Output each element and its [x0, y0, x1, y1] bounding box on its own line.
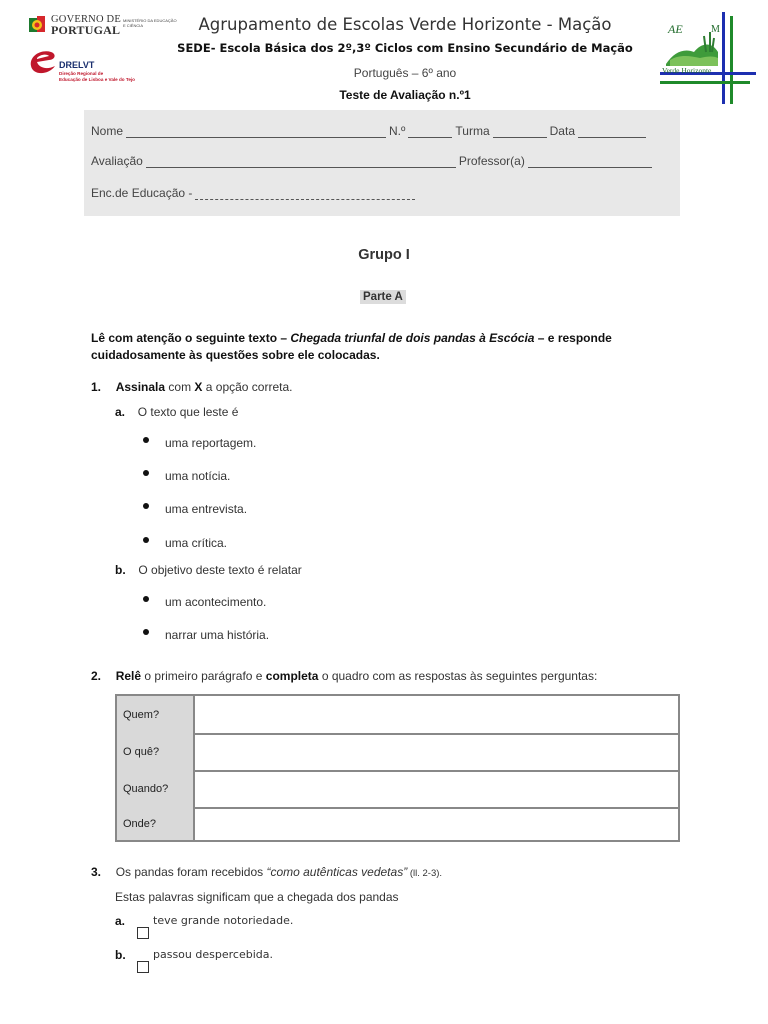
ministry-line1: MINISTÉRIO DA EDUCAÇÃO	[123, 18, 177, 23]
q1-text-1: com	[165, 380, 195, 394]
ministry-line2: E CIÊNCIA	[123, 23, 144, 28]
row-label-quando: Quando?	[117, 770, 193, 807]
question-3-number: 3.	[91, 865, 102, 879]
q1b-option-1[interactable]: um acontecimento.	[165, 595, 267, 609]
label-avaliacao: Avaliação	[91, 154, 143, 168]
q3b-text: passou despercebida.	[153, 948, 273, 961]
q3-line-2: Estas palavras significam que a chegada dos pandas	[115, 890, 399, 904]
q1a-option-1[interactable]: uma reportagem.	[165, 436, 257, 450]
group-title: Grupo I	[358, 247, 410, 263]
ministry-name	[123, 18, 177, 28]
q3a-text: teve grande notoriedade.	[153, 914, 294, 927]
q3-text-1: Os pandas foram recebidos	[115, 865, 267, 879]
table-row	[117, 696, 678, 735]
bullet-icon	[143, 537, 149, 543]
q3b-checkbox[interactable]	[137, 961, 149, 973]
field-numero[interactable]	[408, 125, 452, 138]
drelvt-logo	[27, 48, 167, 88]
field-professor[interactable]	[528, 155, 652, 168]
q2-text-2: o quadro com as respostas às seguintes perguntas:	[318, 669, 598, 683]
info-row-3	[91, 186, 418, 200]
row-label-quem: Quem?	[117, 696, 193, 733]
table-row	[117, 807, 678, 840]
drelvt-sub2: Educação de Lisboa e Vale do Tejo	[59, 76, 135, 82]
q2-text-1: o primeiro parágrafo e	[141, 669, 266, 683]
label-data: Data	[549, 124, 575, 138]
q1b-option-2[interactable]: narrar uma história.	[165, 628, 270, 642]
q1-subquestion-a	[115, 405, 238, 419]
bullet-icon	[143, 629, 149, 635]
school-title: Agrupamento de Escolas Verde Horizonte - Mação	[198, 15, 612, 34]
ae-letter-m: M	[711, 24, 720, 35]
ae-logo-text: Verde Horizonte	[662, 66, 712, 75]
governo-portugal-logo	[27, 14, 187, 38]
q3b-label: b.	[115, 948, 126, 962]
q1a-label: a.	[115, 405, 126, 419]
drelvt-name: DRELVT	[59, 60, 95, 70]
info-row-2	[91, 154, 652, 168]
gov-line1: GOVERNO DE	[51, 14, 121, 25]
q3a-checkbox[interactable]	[137, 927, 149, 939]
ae-letters: AE	[668, 22, 683, 36]
label-enc-educacao: Enc.de Educação -	[91, 186, 193, 200]
q1a-option-4[interactable]: uma crítica.	[165, 536, 228, 550]
intro-text-2: – e responde cuidadosamente às questões sobre ele colocadas.	[91, 331, 612, 362]
q1-x-mark: X	[194, 380, 203, 394]
q1-bold-verb: Assinala	[115, 380, 166, 394]
table-row	[117, 770, 678, 809]
school-subtitle: SEDE- Escola Básica dos 2º,3º Ciclos com Ensino Secundário de Mação	[177, 41, 633, 55]
student-info-box	[84, 110, 680, 216]
part-title: Parte A	[360, 290, 406, 304]
table-row	[117, 733, 678, 772]
drelvt-sub1: Direção Regional de	[59, 71, 104, 76]
field-enc-educacao[interactable]	[195, 187, 415, 200]
row-label-onde: Onde?	[117, 807, 193, 840]
question-2	[91, 669, 597, 683]
q2-bold-verb-2: completa	[265, 669, 319, 683]
q3-line-ref: (ll. 2-3).	[407, 868, 443, 879]
verde-horizonte-logo	[660, 12, 756, 104]
field-avaliacao[interactable]	[146, 155, 456, 168]
q3-quote: “como autênticas vedetas”	[266, 865, 408, 879]
label-turma: Turma	[455, 124, 490, 138]
test-title: Teste de Avaliação n.º1	[339, 88, 471, 102]
q1a-option-3[interactable]: uma entrevista.	[165, 502, 248, 516]
q3-option-a	[115, 914, 125, 928]
intro-text-title: Chegada triunfal de dois pandas à Escócia	[290, 331, 535, 345]
label-numero: N.º	[389, 124, 406, 138]
bullet-icon	[143, 503, 149, 509]
answer-cell-onde[interactable]	[193, 807, 678, 840]
answer-cell-quando[interactable]	[193, 770, 678, 807]
question-3	[91, 865, 442, 879]
label-nome: Nome	[91, 124, 124, 138]
q1-subquestion-b	[115, 563, 302, 577]
portugal-emblem-icon	[27, 14, 47, 36]
answer-cell-quem[interactable]	[193, 696, 678, 733]
drelvt-subtitle	[59, 71, 135, 82]
bullet-icon	[143, 437, 149, 443]
gov-line2: PORTUGAL	[51, 23, 121, 37]
field-nome[interactable]	[126, 125, 386, 138]
field-data[interactable]	[578, 125, 646, 138]
intro-text-1: Lê com atenção o seguinte texto –	[91, 331, 291, 345]
row-label-o-que: O quê?	[117, 733, 193, 770]
q2-bold-verb-1: Relê	[115, 669, 142, 683]
q1a-option-2[interactable]: uma notícia.	[165, 469, 231, 483]
q1b-text: O objetivo deste texto é relatar	[138, 563, 302, 577]
field-turma[interactable]	[493, 125, 547, 138]
gov-name	[51, 15, 121, 35]
question-1	[91, 380, 292, 394]
info-row-1	[91, 124, 646, 138]
q3-option-b	[115, 948, 126, 962]
label-professor: Professor(a)	[458, 154, 525, 168]
q1b-label: b.	[115, 563, 126, 577]
q3a-label: a.	[115, 914, 126, 928]
q1-text-2: a opção correta.	[202, 380, 293, 394]
question-1-number: 1.	[91, 380, 102, 394]
answer-table	[115, 694, 680, 842]
intro-instructions	[91, 330, 691, 364]
answer-cell-o-que[interactable]	[193, 733, 678, 770]
question-2-number: 2.	[91, 669, 102, 683]
bullet-icon	[143, 596, 149, 602]
bullet-icon	[143, 470, 149, 476]
drelvt-emblem-icon	[27, 48, 59, 76]
q1a-text: O texto que leste é	[137, 405, 239, 419]
subject-label: Português – 6º ano	[353, 66, 457, 80]
